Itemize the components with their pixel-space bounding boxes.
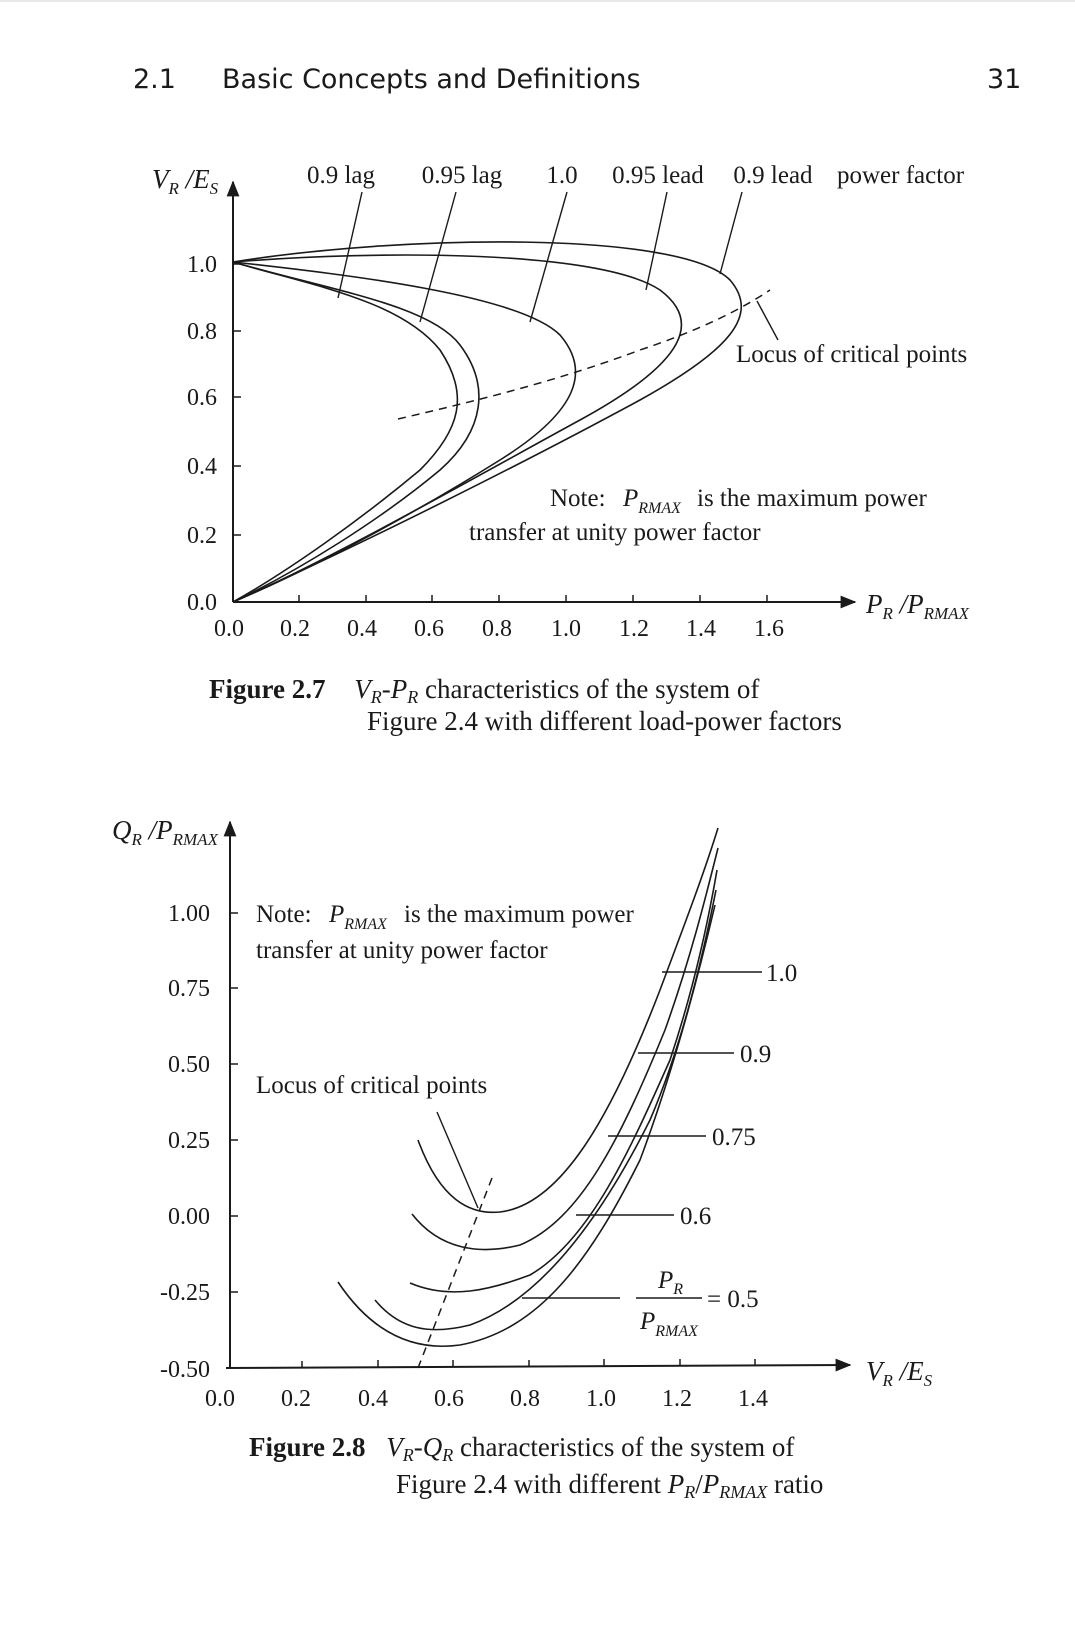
fig1-curve-0-95-lag [233,262,479,602]
figure-2-7-caption-text: characteristics of the system of [425,674,760,704]
fig2-xtick-label: 0.8 [510,1386,540,1412]
fig2-note-word: Note: [256,901,312,928]
fig2-curve-1-0 [418,828,718,1212]
fig2-locus-label: Locus of critical points [256,1072,488,1099]
fig1-leader [338,192,362,298]
fig2-xtick-label: 0.4 [358,1386,388,1412]
fig1-curve-0-95-lead [233,255,681,602]
fig1-ytick-label: 0.8 [187,319,217,345]
figure-2-7-caption-line1: Figure 2.7 $V_R-P_R$ characteristics of the system of [209,674,760,707]
figure-2-8-caption-line2: Figure 2.4 with different $P_R/P_{RMAX}$ ratio [396,1469,824,1502]
fig1-xtick-label: 0.8 [482,616,512,642]
fig2-xtick-label: 0.2 [281,1386,311,1412]
fig1-x-tick-labels [214,616,784,642]
fig2-ytick-label: 0.50 [168,1052,210,1078]
fig2-curve-label: 0.9 [740,1041,772,1068]
fig1-x-ticks [299,595,767,602]
fig1-locus-label: Locus of critical points [736,341,968,368]
fig1-xtick-label: 0.6 [414,616,444,642]
fig1-pf-axis-word: power factor [837,162,965,189]
fig1-curve-0-9-lead [233,242,741,602]
fig2-x-tick-labels [205,1386,768,1412]
fig2-note-symbol: $P_{RMAX}$ [329,901,387,933]
fig2-ytick-label: -0.25 [160,1280,210,1306]
fig1-leader [420,192,456,322]
fig2-xtick-label: 1.2 [662,1386,692,1412]
fig1-xtick-label: 0.2 [280,616,310,642]
figure-2-8-caption-text: characteristics of the system of [460,1432,795,1462]
figure-2-8-caption-line1: Figure 2.8 $V_R-Q_R$ characteristics of the system of [249,1432,795,1465]
fig1-ytick-label: 0.4 [187,454,217,480]
fig2-xtick-label: 0.6 [434,1386,464,1412]
fig2-ytick-label: 0.25 [168,1128,210,1154]
fig2-y-axis-label: $Q_R$ $/P_{RMAX}$ [112,815,218,849]
fig2-xtick-label: 1.4 [738,1386,768,1412]
fig2-fraction-numerator: $P_R$ [658,1267,684,1298]
fig1-pf-label: 0.95 lead [612,162,704,189]
fig1-xtick-label: 1.6 [754,616,784,642]
fig2-y-ticks [230,913,238,1292]
fig1-y-ticks [233,264,241,535]
figure-2-7-chart [152,162,970,642]
figure-2-8-chart [112,815,933,1412]
fig1-pf-leaders [338,192,778,340]
fig1-xtick-label: 0.0 [214,616,244,642]
fig1-ytick-label: 1.0 [187,252,217,278]
fig2-note-line2: transfer at unity power factor [256,937,548,964]
fig2-curve-label: 1.0 [766,960,798,987]
fig2-note-rest: is the maximum power [404,901,634,928]
fig2-curve-label: 0.6 [680,1203,712,1230]
fig1-leader [720,192,742,274]
fig2-curve-label: 0.75 [712,1124,756,1151]
fig2-locus-leader [437,1112,478,1208]
fig2-ytick-label: -0.50 [160,1357,210,1383]
fig1-note-rest: is the maximum power [697,485,927,512]
fig1-pf-labels [307,162,813,189]
fig1-pf-label: 1.0 [546,162,578,189]
fig1-pf-label: 0.95 lag [421,162,503,189]
figure-2-8-caption-post: ratio [773,1469,824,1499]
fig1-note-word: Note: [550,485,606,512]
fig1-xtick-label: 1.4 [686,616,716,642]
fig2-x-axis [226,1365,850,1368]
figure-2-8-caption-pre: Figure 2.4 with different [396,1469,661,1499]
fig1-locus-leader [757,301,778,340]
fig2-ytick-label: 1.00 [168,901,210,927]
section-title: Basic Concepts and Definitions [222,64,641,95]
figure-2-7-label: Figure 2.7 [209,674,326,704]
fig2-xtick-label: 1.0 [586,1386,616,1412]
fig2-curve-label: = 0.5 [707,1286,759,1313]
fig2-fraction-denominator: $P_{RMAX}$ [640,1308,698,1340]
fig1-y-axis-label: $V_R$ $/E_S$ [152,164,219,198]
fig2-ytick-label: 0.00 [168,1204,210,1230]
fig1-locus-critical-points-line [398,290,770,419]
figure-2-8-label: Figure 2.8 [249,1432,366,1462]
fig2-x-axis-label: $V_R$ $/E_S$ [866,1356,933,1390]
fig1-y-tick-labels [187,252,217,616]
fig1-curve-0-9-lag [233,262,457,602]
fig1-curves [233,242,741,602]
fig1-x-axis-label: $P_R$ $/P_{RMAX}$ [866,589,969,623]
page-number: 31 [987,64,1022,95]
figure-2-7-caption-line2: Figure 2.4 with different load-power factors [367,706,842,736]
fig1-note-symbol: $P_{RMAX}$ [623,485,681,517]
section-number: 2.1 [133,64,176,95]
fig1-xtick-label: 0.4 [347,616,377,642]
fig1-pf-label: 0.9 lag [306,162,376,189]
fig2-ytick-label: 0.75 [168,976,210,1002]
fig1-leader [646,192,667,290]
fig1-ytick-label: 0.6 [187,385,217,411]
fig1-xtick-label: 1.2 [619,616,649,642]
fig1-ytick-label: 0.2 [187,523,217,549]
fig1-pf-label: 0.9 lead [733,162,813,189]
fig1-note-line2: transfer at unity power factor [469,519,761,546]
fig1-ytick-label: 0.0 [187,590,217,616]
fig2-y-tick-labels [160,901,210,1383]
fig1-leader [530,192,567,322]
fig2-xtick-label: 0.0 [205,1386,235,1412]
fig1-xtick-label: 1.0 [551,616,581,642]
fig1-curve-1-0 [233,262,576,602]
